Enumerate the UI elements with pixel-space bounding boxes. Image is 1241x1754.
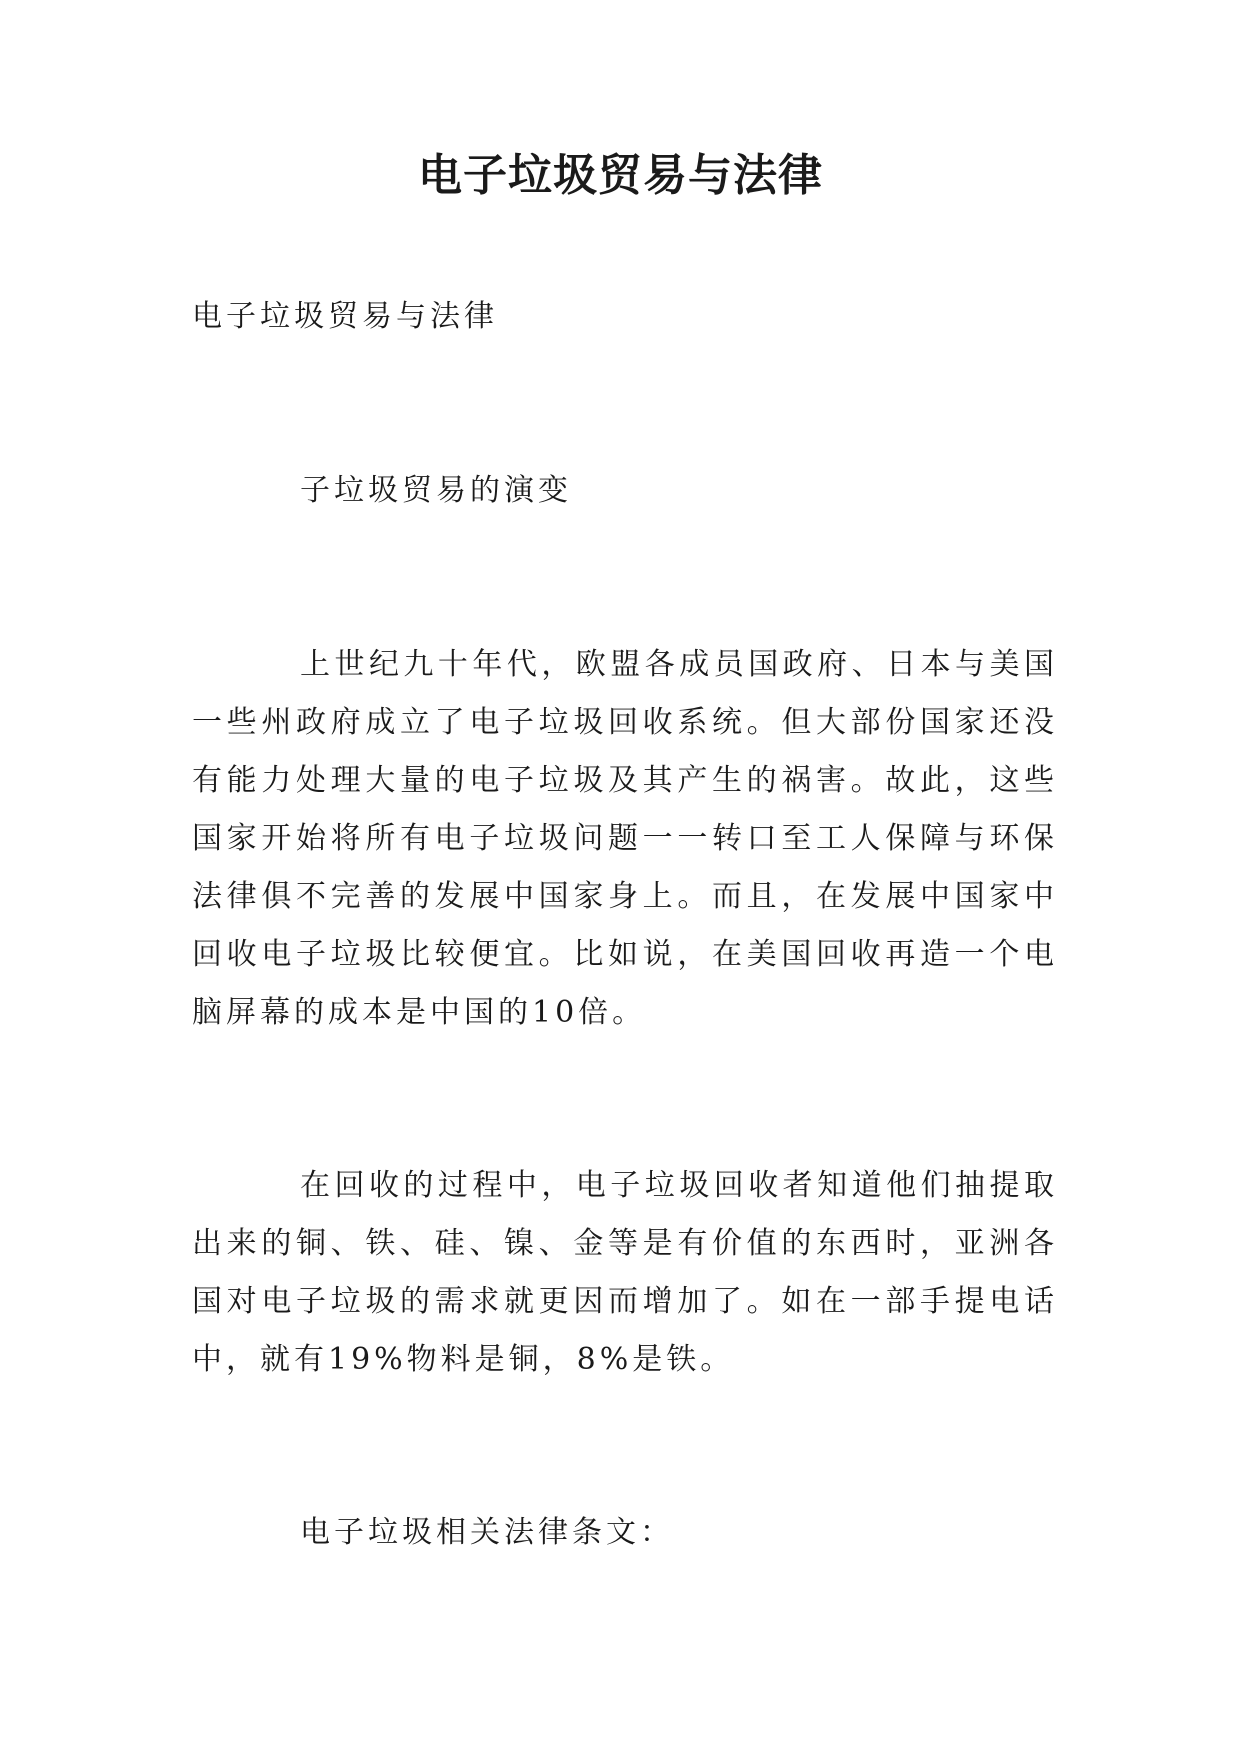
law-section-heading: 电子垃圾相关法律条文： bbox=[300, 1515, 674, 1550]
section-heading: 子垃圾贸易的演变 bbox=[300, 473, 572, 508]
document-subtitle: 电子垃圾贸易与法律 bbox=[192, 299, 498, 334]
body-paragraph: 上世纪九十年代，欧盟各成员国政府、日本与美国一些州政府成立了电子垃圾回收系统。但大部份国家还没有能力处理大量的电子垃圾及其产生的祸害。故此，这些国家开始将所有电子垃圾问题一一转口至工人保障与环保法律俱不完善的发展中国家身上。而且，在发展中国家中回收电子垃圾比较便宜。比如说，在美国回收再造一个电脑屏幕的成本是中国的10倍。 bbox=[192, 647, 1058, 1030]
body-paragraph: 在回收的过程中，电子垃圾回收者知道他们抽提取出来的铜、铁、硅、镍、金等是有价值的东西时，亚洲各国对电子垃圾的需求就更因而增加了。如在一部手提电话中，就有19%物料是铜，8%是铁。 bbox=[192, 1168, 1058, 1377]
document-title: 电子垃圾贸易与法律 bbox=[418, 150, 823, 201]
